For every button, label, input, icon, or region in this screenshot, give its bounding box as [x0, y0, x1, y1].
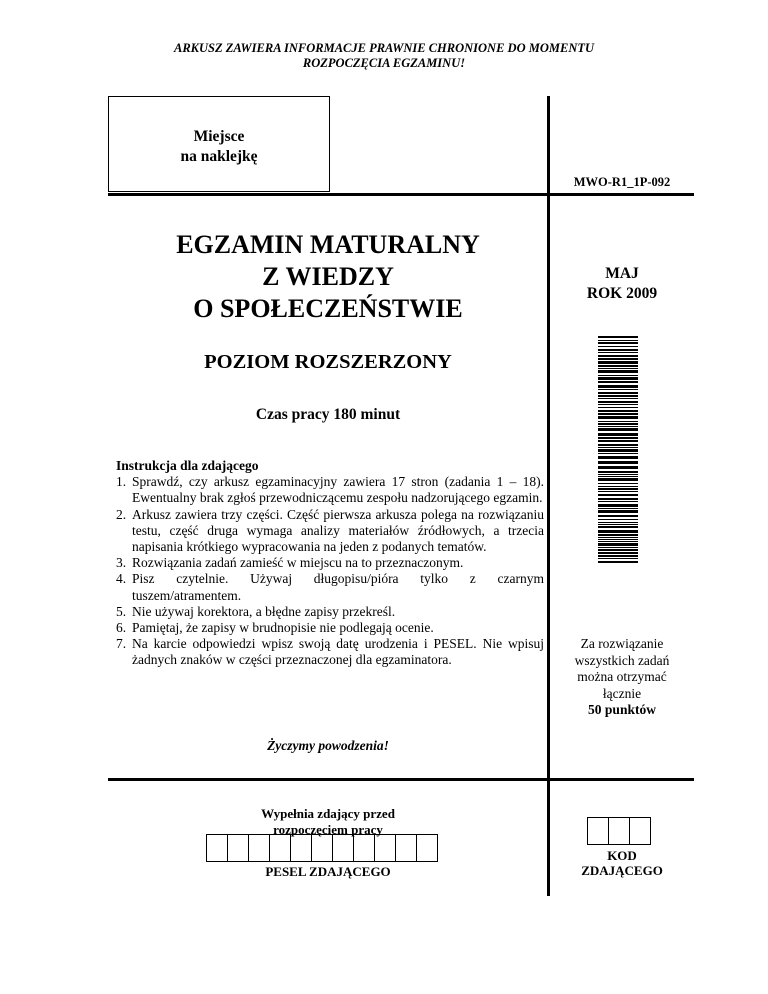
barcode-bar — [598, 375, 638, 376]
barcode-bar — [598, 398, 638, 399]
barcode-bar — [598, 543, 638, 546]
pesel-field[interactable] — [207, 834, 438, 862]
barcode-bar — [598, 361, 638, 364]
instruction-item — [116, 507, 544, 556]
pesel-digit-box[interactable] — [269, 834, 291, 862]
good-luck-message: Życzymy powodzenia! — [267, 738, 389, 753]
instruction-item — [116, 604, 544, 620]
barcode-bar — [598, 447, 638, 448]
bottom-divider — [108, 778, 694, 781]
pesel-digit-box[interactable] — [353, 834, 375, 862]
sticker-text-line-2: na naklejkę — [180, 148, 258, 165]
barcode-bar — [598, 456, 638, 459]
barcode-bar — [598, 389, 638, 390]
instruction-text: Rozwiązania zadań zamieść w miejscu na to przeznaczonym. — [132, 555, 464, 571]
barcode-bar — [598, 346, 638, 347]
code-digit-box[interactable] — [608, 817, 630, 845]
barcode-bar — [598, 510, 638, 513]
barcode-bar — [598, 381, 638, 383]
barcode-bar — [598, 488, 638, 490]
instruction-text: Pisz czytelnie. Używaj długopisu/pióra tylko z czarnym tuszem/atramentem. — [132, 571, 544, 603]
barcode-bar — [598, 358, 638, 360]
barcode-bar — [598, 352, 638, 353]
barcode-bar — [598, 508, 638, 509]
legal-notice — [0, 41, 768, 71]
sticker-text-line-1: Miejsce — [193, 128, 245, 145]
barcode-bar — [598, 515, 638, 517]
barcode-bar — [598, 483, 638, 484]
exam-title-line-2: Z WIEDZY — [262, 262, 394, 291]
instructions-list — [116, 474, 544, 668]
barcode-bar — [598, 471, 638, 473]
instruction-item — [116, 571, 544, 603]
instruction-number: 4. — [116, 571, 127, 587]
barcode-bar — [598, 368, 638, 369]
barcode-bar — [598, 413, 638, 415]
barcode-bar — [598, 433, 638, 436]
points-total: 50 punktów — [588, 702, 656, 717]
sticker-text — [109, 127, 329, 167]
pesel-digit-box[interactable] — [395, 834, 417, 862]
barcode-bar — [598, 555, 638, 557]
barcode-bar — [598, 558, 638, 559]
points-line-1: Za rozwiązanie — [580, 636, 664, 651]
barcode-bar — [598, 416, 638, 419]
barcode-bar — [598, 476, 638, 477]
instructions-heading: Instrukcja dla zdającego — [116, 458, 259, 473]
points-info — [550, 636, 694, 719]
barcode-bar — [598, 547, 638, 548]
instruction-number: 7. — [116, 636, 127, 652]
barcode-bar — [598, 426, 638, 427]
code-digit-box[interactable] — [629, 817, 651, 845]
pesel-digit-box[interactable] — [248, 834, 270, 862]
code-digit-box[interactable] — [587, 817, 609, 845]
instruction-item — [116, 555, 544, 571]
barcode-bar — [598, 395, 638, 397]
barcode-bar — [598, 530, 638, 533]
barcode-bar — [598, 437, 638, 439]
barcode-bar — [598, 421, 638, 422]
pesel-digit-box[interactable] — [290, 834, 312, 862]
pesel-digit-box[interactable] — [416, 834, 438, 862]
barcode-bar — [598, 342, 638, 344]
barcode-bar — [598, 355, 638, 357]
student-code-label-line-1: KOD — [607, 848, 637, 863]
barcode-bar — [598, 534, 638, 536]
barcode — [598, 336, 638, 564]
instruction-item — [116, 636, 544, 668]
barcode-bar — [598, 410, 638, 412]
barcode-bar — [598, 478, 638, 481]
instruction-text: Na karcie odpowiedzi wpisz swoją datę urodzenia i PESEL. Nie wpisuj żadnych znaków w części przeznaczonej dla egzaminatora. — [132, 636, 544, 668]
barcode-bar — [598, 519, 638, 520]
instruction-text: Sprawdź, czy arkusz egzaminacyjny zawiera 17 stron (zadania 1 – 18). Ewentualny brak zgłoś przewodniczącemu zespołu nadzorującego egzamin. — [132, 474, 544, 506]
instruction-number: 6. — [116, 620, 127, 636]
student-code-label — [550, 848, 694, 878]
barcode-bar — [598, 385, 638, 388]
instruction-number: 2. — [116, 506, 127, 522]
barcode-bar — [598, 449, 638, 452]
barcode-bar — [598, 561, 638, 563]
instruction-item — [116, 474, 544, 506]
points-line-3: można otrzymać — [577, 669, 667, 684]
barcode-bar — [598, 494, 638, 496]
instruction-number: 1. — [116, 474, 127, 490]
instruction-number: 5. — [116, 603, 127, 619]
barcode-bar — [598, 453, 638, 454]
barcode-bar — [598, 336, 638, 338]
exam-level: POZIOM ROZSZERZONY — [204, 351, 452, 373]
barcode-bar — [598, 491, 638, 492]
exam-duration: Czas pracy 180 minut — [255, 406, 401, 423]
instructions — [116, 458, 544, 669]
barcode-bar — [598, 486, 638, 487]
instruction-item — [116, 620, 544, 636]
barcode-bar — [598, 428, 638, 431]
barcode-bar — [598, 526, 638, 528]
pesel-digit-box[interactable] — [374, 834, 396, 862]
exam-year: ROK 2009 — [586, 285, 658, 302]
exam-month: MAJ — [605, 265, 639, 282]
pesel-label: PESEL ZDAJĄCEGO — [265, 864, 391, 879]
barcode-bar — [598, 524, 638, 525]
barcode-bar — [598, 498, 638, 500]
barcode-bar — [598, 392, 638, 394]
barcode-bar — [598, 440, 638, 442]
vertical-divider — [547, 96, 550, 896]
barcode-bar — [598, 340, 638, 341]
barcode-bar — [598, 404, 638, 405]
points-line-4: łącznie — [602, 685, 642, 701]
barcode-bar — [598, 504, 638, 507]
instruction-text: Pamiętaj, że zapisy w brudnopisie nie podlegają ocenie. — [132, 620, 434, 636]
exam-title — [108, 229, 548, 325]
exam-code: MWO-R1_1P-092 — [573, 175, 671, 189]
pesel-digit-box[interactable] — [332, 834, 354, 862]
barcode-bar — [598, 407, 638, 408]
exam-title-line-1: EGZAMIN MATURALNY — [176, 230, 480, 259]
pesel-digit-box[interactable] — [206, 834, 228, 862]
pesel-digit-box[interactable] — [311, 834, 333, 862]
barcode-bar — [598, 537, 638, 538]
barcode-bar — [598, 466, 638, 469]
legal-notice-line-1: ARKUSZ ZAWIERA INFORMACJE PRAWNIE CHRONIONE DO MOMENTU — [173, 41, 595, 55]
student-code-label-line-2: ZDAJĄCEGO — [581, 863, 663, 878]
barcode-bar — [598, 549, 638, 551]
instruction-text: Arkusz zawiera trzy części. Część pierwsza arkusza polega na rozwiązaniu testu, część druga wymaga analizy materiałów źródłowych, a trzecia napisania krótkiego wypracowania na jeden z podanych tematów. — [132, 506, 544, 555]
pesel-digit-box[interactable] — [227, 834, 249, 862]
instruction-text: Nie używaj korektora, a błędne zapisy przekreśl. — [132, 603, 396, 619]
barcode-bar — [598, 401, 638, 403]
instruction-number: 3. — [116, 555, 127, 571]
sticker-box — [108, 96, 330, 192]
legal-notice-line-2: ROZPOCZĘCIA EGZAMINU! — [302, 56, 466, 70]
barcode-bar — [598, 423, 638, 425]
barcode-bar — [598, 552, 638, 554]
student-code-field[interactable] — [588, 817, 651, 845]
barcode-bar — [598, 501, 638, 502]
top-divider — [108, 193, 694, 196]
fill-instruction-line-2: rozpoczęciem pracy — [273, 822, 383, 837]
exam-title-line-3: O SPOŁECZEŃSTWIE — [193, 294, 463, 323]
barcode-bar — [598, 474, 638, 475]
barcode-bar — [598, 349, 638, 351]
barcode-bar — [598, 444, 638, 446]
barcode-bar — [598, 365, 638, 367]
barcode-bar — [598, 541, 638, 542]
barcode-bar — [598, 377, 638, 380]
exam-date — [550, 264, 694, 304]
barcode-bar — [598, 522, 638, 523]
barcode-bar — [598, 461, 638, 464]
points-line-2: wszystkich zadań — [574, 652, 670, 668]
barcode-bar — [598, 539, 638, 540]
barcode-bar — [598, 370, 638, 373]
fill-instruction-line-1: Wypełnia zdający przed — [261, 806, 395, 821]
